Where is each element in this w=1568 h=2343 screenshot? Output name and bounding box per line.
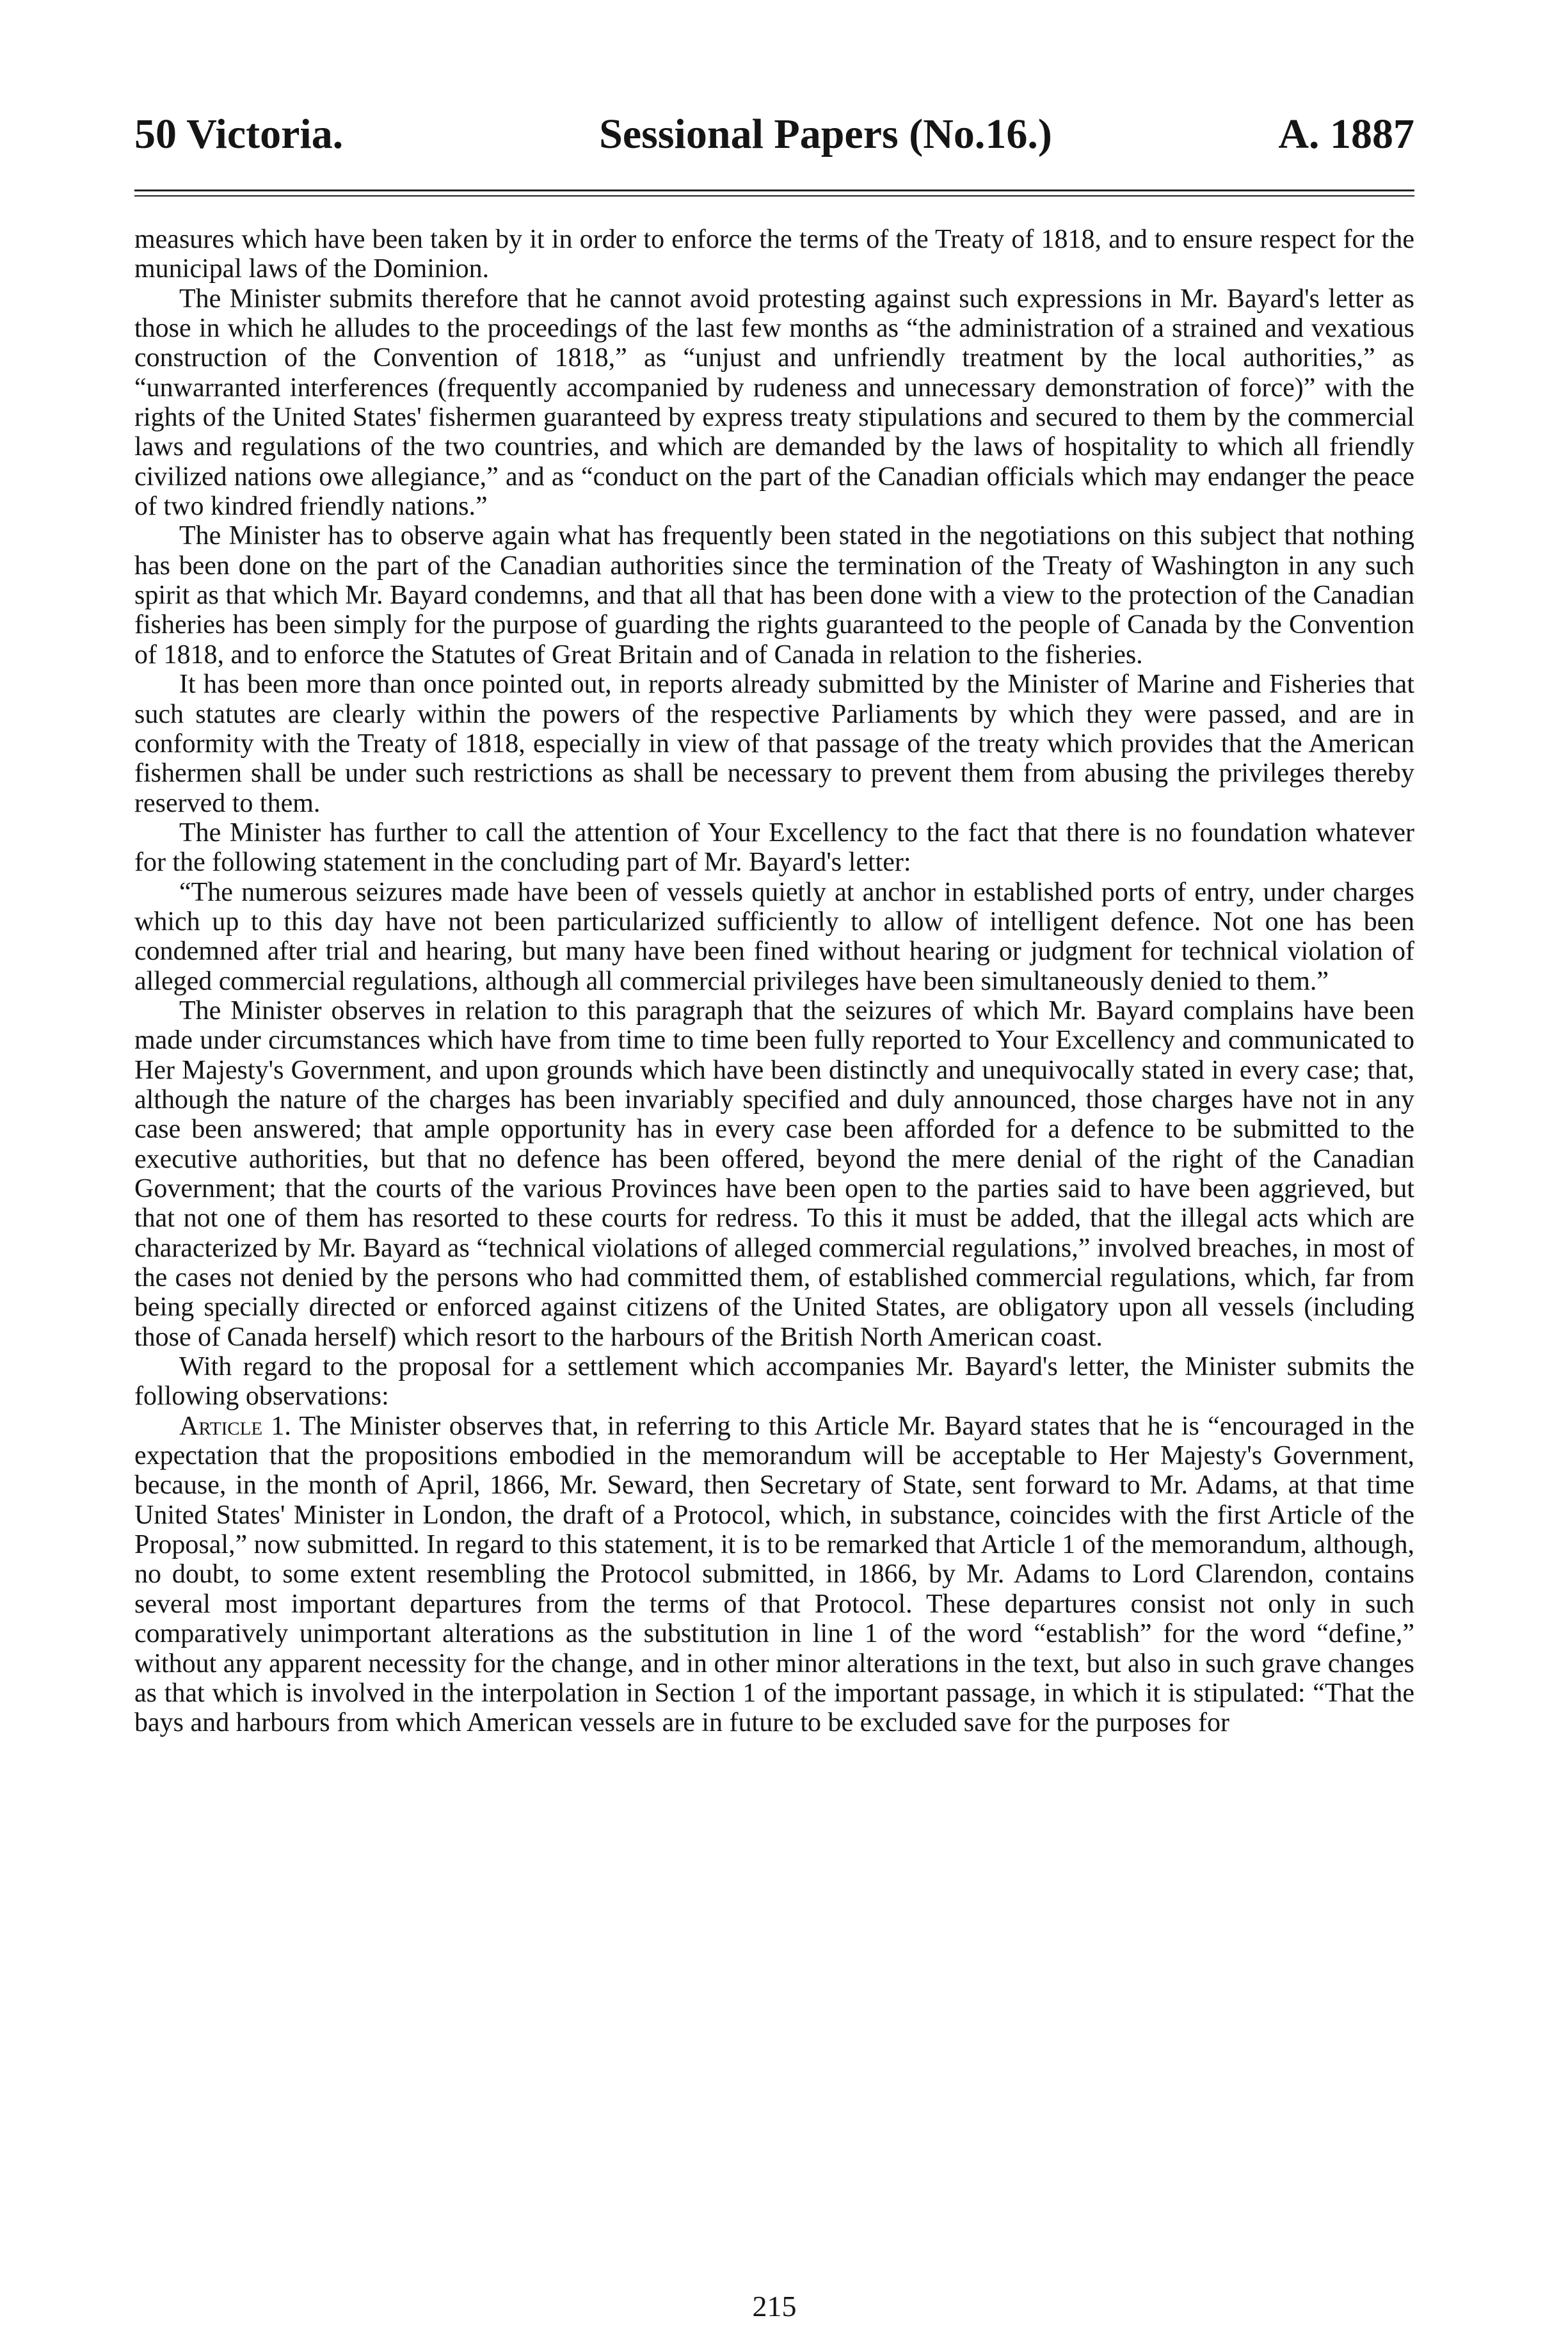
article-paragraph [134,1412,1414,1738]
page-number: 215 [752,2290,797,2323]
running-header [134,109,1414,166]
quoted-passage: “The numerous seizures made have been of vessels quietly at anchor in established ports of entry, under charges which up to this day have not been particularized sufficiently to allow of intelligent defence. Not one has been condemned after trial and hearing, but many have been fined without hearing or judgment for technical violation of alleged commercial regulations, although all commercial privileges have been simultaneously denied to them.” [134,877,1414,996]
article-label: Article 1. [179,1411,291,1441]
header-rule [134,189,1414,197]
header-year: A. 1887 [1278,111,1414,157]
document-page [134,109,1414,2323]
body-text [134,225,1414,1738]
paragraph: The Minister observes in relation to this paragraph that the seizures of which Mr. Bayard complains have been made under circumstances which have from time to time been fully reported to Your Excellency and communicated to Her Majesty's Government, and upon grounds which have been distinctly and unequivocally stated in every case; that, although the nature of the charges has been invariably specified and duly announced, those charges have not in any case been answered; that ample opportunity has in every case been afforded for a defence to be submitted to the executive authorities, but that no defence has been offered, beyond the mere denial of the right of the Canadian Government; that the courts of the various Provinces have been open to the parties said to have been aggrieved, but that not one of them has resorted to these courts for redress. To this it must be added, that the illegal acts which are characterized by Mr. Bayard as “technical violations of alleged commercial regulations,” involved breaches, in most of the cases not denied by the persons who had committed them, of established commercial regulations, which, far from being specially directed or enforced against citizens of the United States, are obligatory upon all vessels (including those of Canada herself) which resort to the harbours of the British North American coast. [134,995,1414,1352]
header-session: 50 Victoria. [134,111,344,157]
paragraph-continuation: measures which have been taken by it in order to enforce the terms of the Treaty of 1818, and to ensure respect for the municipal laws of the Dominion. [134,225,1414,284]
paragraph: It has been more than once pointed out, in reports already submitted by the Minister of Marine and Fisheries that such statutes are clearly within the powers of the respective Parliaments by which they were passed, and are in conformity with the Treaty of 1818, especially in view of that passage of the treaty which provides that the American fishermen shall be under such restrictions as shall be necessary to prevent them from abusing the privileges thereby reserved to them. [134,670,1414,818]
article-text: The Minister observes that, in referring to this Article Mr. Bayard states that he is “encouraged in the expectation that the propositions embodied in the memorandum will be acceptable to Her Majesty's Government, because, in the month of April, 1866, Mr. Seward, then Secretary of State, sent forward to Mr. Adams, at that time United States' Minister in London, the draft of a Protocol, which, in substance, coincides with the first Article of the Proposal,” now submitted. In regard to this statement, it is to be remarked that Article 1 of the memorandum, although, no doubt, to some extent resembling the Protocol submitted, in 1866, by Mr. Adams to Lord Clarendon, contains several most important departures from the terms of that Protocol. These departures consist not only in such comparatively unimportant alterations as the substitution in line 1 of the word “establish” for the word “define,” without any apparent necessity for the change, and in other minor alterations in the text, but also in such grave changes as that which is involved in the interpolation in Section 1 of the important passage, in which it is stipulated: “That the bays and harbours from which American vessels are in future to be excluded save for the purposes for [134,1411,1414,1738]
paragraph: The Minister has to observe again what has frequently been stated in the negotiations on this subject that nothing has been done on the part of the Canadian authorities since the termination of the Treaty of Washington in any such spirit as that which Mr. Bayard condemns, and that all that has been done with a view to the protection of the Canadian fisheries has been simply for the purpose of guarding the rights guaranteed to the people of Canada by the Convention of 1818, and to enforce the Statutes of Great Britain and of Canada in relation to the fisheries. [134,521,1414,670]
paragraph: With regard to the proposal for a settlement which accompanies Mr. Bayard's letter, the Minister submits the following observations: [134,1352,1414,1412]
paragraph: The Minister submits therefore that he cannot avoid protesting against such expressions in Mr. Bayard's letter as those in which he alludes to the proceedings of the last few months as “the administration of a strained and vexatious construction of the Convention of 1818,” as “unjust and unfriendly treatment by the local authorities,” as “unwarranted interferences (frequently accompanied by rudeness and unnecessary demonstration of force)” with the rights of the United States' fishermen guaranteed by express treaty stipulations and secured to them by the commercial laws and regulations of the two countries, and which are demanded by the laws of hospitality to which all friendly civilized nations owe allegiance,” and as “conduct on the part of the Canadian officials which may endanger the peace of two kindred friendly nations.” [134,284,1414,522]
paragraph: The Minister has further to call the attention of Your Excellency to the fact that there is no foundation whatever for the following statement in the concluding part of Mr. Bayard's letter: [134,817,1414,878]
header-title: Sessional Papers (No.16.) [599,111,1052,157]
